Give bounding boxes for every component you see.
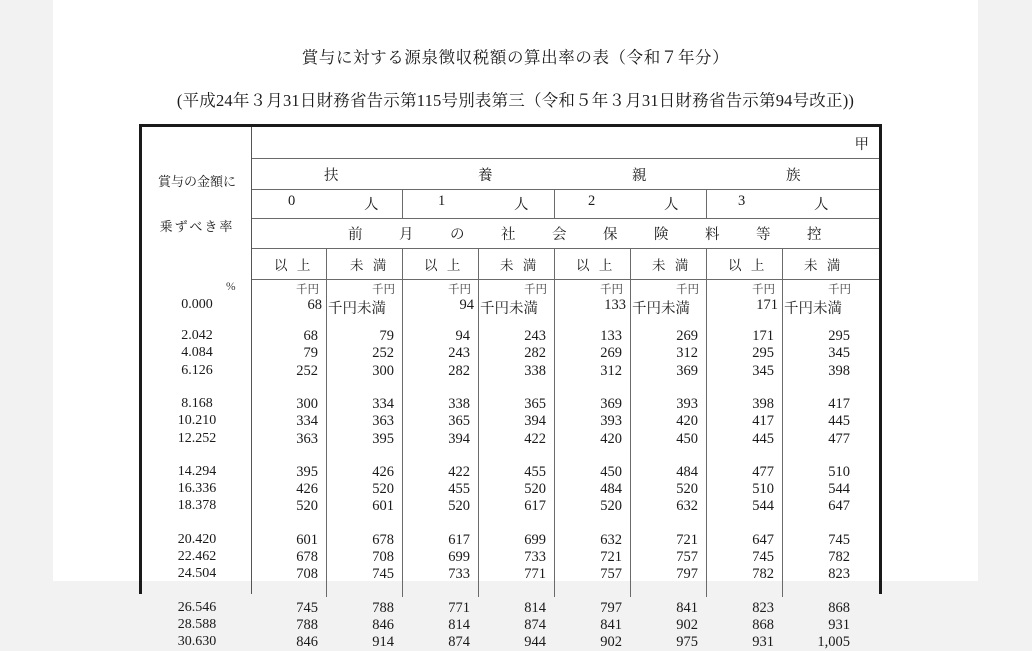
amount-cell: 975	[676, 634, 698, 651]
amount-cell: 398	[752, 395, 774, 412]
amount-cell: 846	[372, 616, 394, 633]
amount-cell: 788	[296, 616, 318, 633]
amount-cell: 678	[372, 531, 394, 548]
amount-cell: 422	[524, 430, 546, 447]
rate-first-row: 0.000	[181, 297, 213, 312]
unit-3-lower: 千円	[752, 284, 775, 296]
amount-cell: 295	[752, 345, 774, 362]
amount-cell: 782	[752, 566, 774, 583]
deduction-char-3: の	[450, 227, 465, 243]
amount-cell: 544	[828, 481, 850, 498]
amount-cell: 708	[296, 566, 318, 583]
amount-cell: 422	[448, 463, 470, 480]
amount-cell: 520	[600, 498, 622, 515]
amount-cell: 282	[524, 345, 546, 362]
bound-2-upper: 未 満	[652, 258, 692, 273]
amount-cell: 1,005	[817, 634, 850, 651]
amount-cell: 79	[303, 345, 318, 362]
amount-cell: 721	[600, 549, 622, 565]
bound-3-upper: 未 満	[804, 258, 844, 273]
amount-cell: 252	[372, 345, 394, 362]
amount-cell: 814	[524, 599, 546, 616]
amount-cell: 365	[448, 413, 470, 430]
amount-cell: 721	[676, 531, 698, 548]
amount-cell: 484	[600, 481, 622, 498]
header-row-dependent-counts	[252, 189, 879, 218]
amount-cell: 345	[752, 362, 774, 379]
amount-cell: 133	[600, 328, 622, 344]
first-threshold-row	[252, 297, 879, 319]
amount-cell: 931	[752, 634, 774, 651]
amount-cell: 455	[448, 481, 470, 498]
amount-cell: 394	[448, 430, 470, 447]
amount-cell: 426	[296, 481, 318, 498]
threshold-3-value: 171	[756, 297, 778, 313]
header-row-dependents	[252, 158, 879, 189]
amount-cell: 300	[296, 395, 318, 412]
rate-cell: 2.042	[181, 328, 213, 343]
amount-cell: 477	[828, 430, 850, 447]
amount-cell: 745	[372, 566, 394, 583]
header-row-deduction	[252, 218, 879, 248]
amount-cell: 841	[600, 616, 622, 633]
amount-cell: 369	[676, 362, 698, 379]
rate-cell: 8.168	[181, 395, 213, 411]
amount-cell: 510	[752, 481, 774, 498]
amount-cell: 393	[600, 413, 622, 430]
amount-cell: 282	[448, 362, 470, 379]
amount-cell: 345	[828, 345, 850, 362]
deduction-char-5: 会	[552, 227, 567, 243]
header-row-bounds	[252, 248, 879, 279]
amount-cell: 632	[600, 531, 622, 548]
count-1-number: 1	[438, 193, 446, 209]
deduction-char-6: 保	[603, 227, 618, 243]
amount-cell: 902	[600, 634, 622, 651]
amount-cell: 417	[752, 413, 774, 430]
rate-cell: 6.126	[181, 362, 213, 378]
bound-1-lower: 以 上	[424, 258, 464, 273]
rate-cell: 12.252	[177, 430, 217, 446]
amount-cell: 846	[296, 634, 318, 651]
amount-cell: 868	[752, 616, 774, 633]
threshold-0-suffix: 千円未満	[328, 301, 386, 317]
count-3-unit: 人	[814, 197, 829, 213]
deduction-char-4: 社	[501, 227, 516, 243]
amount-cell: 868	[828, 599, 850, 616]
count-3-number: 3	[738, 193, 746, 209]
threshold-2-value: 133	[604, 297, 626, 313]
amount-cell: 601	[296, 531, 318, 548]
amount-cell: 426	[372, 463, 394, 480]
deduction-char-7: 険	[654, 227, 669, 243]
unit-marker-row	[252, 279, 879, 299]
amount-cell: 243	[524, 328, 546, 344]
unit-0-lower: 千円	[296, 284, 319, 296]
count-2-number: 2	[588, 193, 596, 209]
withholding-rate-table	[139, 124, 882, 651]
amount-cell: 745	[296, 599, 318, 616]
amount-cell: 745	[752, 549, 774, 565]
deduction-char-9: 等	[756, 227, 771, 243]
document-page	[53, 0, 978, 651]
kou-label: 甲	[854, 137, 869, 153]
bound-1-upper: 未 満	[500, 258, 540, 273]
amount-cell: 699	[524, 531, 546, 548]
amount-cell: 797	[600, 599, 622, 616]
amount-cell: 647	[752, 531, 774, 548]
divider-group-1-2-top	[554, 189, 555, 218]
amount-cell: 477	[752, 463, 774, 480]
amount-cell: 338	[524, 362, 546, 379]
amount-cell: 782	[828, 549, 850, 565]
amount-cell: 243	[448, 345, 470, 362]
threshold-2-suffix: 千円未満	[632, 301, 690, 317]
amount-cell: 420	[600, 430, 622, 447]
amount-cell: 417	[828, 395, 850, 412]
page-title: 賞与に対する源泉徴収税額の算出率の表（令和７年分）	[301, 48, 730, 67]
deduction-char-10: 控	[807, 227, 822, 243]
stub-line-1: 賞与の金額に	[157, 174, 236, 189]
count-1-unit: 人	[514, 197, 529, 213]
amount-cell: 520	[372, 481, 394, 498]
header-row-kou	[252, 127, 879, 158]
amount-cell: 394	[524, 413, 546, 430]
amount-cell: 269	[600, 345, 622, 362]
count-0-unit: 人	[364, 197, 379, 213]
amount-cell: 68	[303, 328, 318, 344]
amount-cell: 814	[448, 616, 470, 633]
unit-2-upper: 千円	[676, 284, 699, 296]
divider-group-0-1-top	[402, 189, 403, 218]
amount-cell: 520	[524, 481, 546, 498]
amount-cell: 757	[676, 549, 698, 565]
bound-3-lower: 以 上	[728, 258, 768, 273]
dependents-char-4: 族	[786, 168, 801, 184]
amount-cell: 647	[828, 498, 850, 515]
threshold-1-suffix: 千円未満	[480, 301, 538, 317]
amount-cell: 445	[828, 413, 850, 430]
amount-cell: 745	[828, 531, 850, 548]
rate-cell: 24.504	[177, 566, 217, 582]
amount-cell: 395	[372, 430, 394, 447]
amount-cell: 334	[296, 413, 318, 430]
amount-cell: 295	[828, 328, 850, 344]
amount-cell: 944	[524, 634, 546, 651]
count-0-number: 0	[288, 193, 296, 209]
amount-cell: 369	[600, 395, 622, 412]
bound-2-lower: 以 上	[576, 258, 616, 273]
amount-cell: 363	[296, 430, 318, 447]
amount-cell: 300	[372, 362, 394, 379]
page-subtitle: (平成24年３月31日財務省告示第115号別表第三（令和５年３月31日財務省告示第94号改正))	[176, 91, 855, 110]
amount-cell: 398	[828, 362, 850, 379]
amount-cell: 450	[676, 430, 698, 447]
amount-cell: 445	[752, 430, 774, 447]
deduction-char-2: 月	[399, 227, 414, 243]
rate-unit-marker: %	[226, 281, 236, 293]
amount-cell: 699	[448, 549, 470, 565]
amount-cell: 823	[752, 599, 774, 616]
amount-cell: 510	[828, 463, 850, 480]
rate-cell: 4.084	[181, 345, 213, 361]
amount-cell: 771	[448, 599, 470, 616]
amount-cell: 334	[372, 395, 394, 412]
amount-cell: 797	[676, 566, 698, 583]
amount-cell: 757	[600, 566, 622, 583]
amount-cell: 171	[752, 328, 774, 344]
unit-2-lower: 千円	[600, 284, 623, 296]
deduction-char-8: 料	[705, 227, 720, 243]
amount-cell: 931	[828, 616, 850, 633]
dependents-char-2: 養	[478, 168, 493, 184]
amount-cell: 914	[372, 634, 394, 651]
count-2-unit: 人	[664, 197, 679, 213]
rate-cell: 16.336	[177, 481, 217, 497]
amount-cell: 484	[676, 463, 698, 480]
amount-cell: 632	[676, 498, 698, 515]
rate-cell: 30.630	[177, 634, 217, 650]
unit-0-upper: 千円	[372, 284, 395, 296]
amount-cell: 395	[296, 463, 318, 480]
amount-cell: 420	[676, 413, 698, 430]
amount-cell: 841	[676, 599, 698, 616]
rate-cell: 22.462	[177, 549, 217, 564]
amount-cell: 678	[296, 549, 318, 565]
amount-cell: 79	[379, 328, 394, 344]
dependents-char-3: 親	[632, 168, 647, 184]
amount-cell: 544	[752, 498, 774, 515]
amount-cell: 450	[600, 463, 622, 480]
rate-cell: 26.546	[177, 599, 217, 615]
amount-cell: 338	[448, 395, 470, 412]
bound-0-lower: 以 上	[274, 258, 314, 273]
divider-group-2-3-top	[706, 189, 707, 218]
rate-cell: 14.294	[177, 463, 217, 479]
unit-1-lower: 千円	[448, 284, 471, 296]
amount-cell: 733	[448, 566, 470, 583]
amount-cell: 94	[455, 328, 470, 344]
amount-cell: 771	[524, 566, 546, 583]
deduction-char-1: 前	[348, 227, 363, 243]
amount-cell: 902	[676, 616, 698, 633]
amount-cell: 788	[372, 599, 394, 616]
amount-cell: 455	[524, 463, 546, 480]
rate-cell: 28.588	[177, 616, 217, 632]
amount-cell: 520	[676, 481, 698, 498]
amount-cell: 617	[524, 498, 546, 515]
amount-cell: 312	[676, 345, 698, 362]
unit-1-upper: 千円	[524, 284, 547, 296]
amount-cell: 874	[524, 616, 546, 633]
amount-cell: 312	[600, 362, 622, 379]
amount-cell: 252	[296, 362, 318, 379]
stub-line-2: 乗ずべき率	[159, 219, 235, 234]
unit-3-upper: 千円	[828, 284, 851, 296]
amount-cell: 708	[372, 549, 394, 565]
amount-cell: 393	[676, 395, 698, 412]
threshold-0-value: 68	[307, 297, 322, 313]
rate-cell: 20.420	[177, 531, 217, 547]
amount-cell: 617	[448, 531, 470, 548]
amount-cell: 874	[448, 634, 470, 651]
amount-cell: 601	[372, 498, 394, 515]
threshold-1-value: 94	[459, 297, 474, 313]
amount-cell: 363	[372, 413, 394, 430]
dependents-char-1: 扶	[324, 168, 339, 184]
amount-cell: 269	[676, 328, 698, 344]
amount-cell: 520	[296, 498, 318, 515]
amount-cell: 733	[524, 549, 546, 565]
bound-0-upper: 未 満	[350, 258, 390, 273]
threshold-3-suffix: 千円未満	[784, 301, 842, 317]
amount-cell: 520	[448, 498, 470, 515]
amount-cell: 823	[828, 566, 850, 583]
rate-cell: 10.210	[177, 413, 217, 429]
rate-cell: 18.378	[177, 498, 217, 514]
amount-cell: 365	[524, 395, 546, 412]
